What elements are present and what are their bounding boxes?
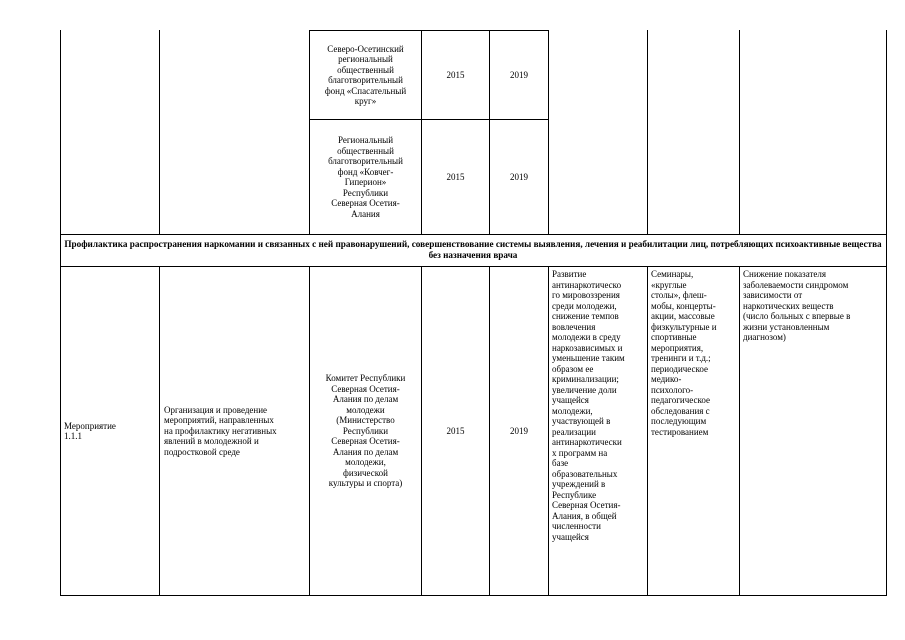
table-border [647,30,648,234]
table-border [60,266,61,595]
executor-cell: Региональный общественный благотворительный фонд «Ковчег- Гиперион» Республики Северная Осетия- Алания [328,135,403,219]
table-border [886,30,887,234]
start-year-cell: 2015 [446,425,465,436]
event-id-cell: Мероприятие 1.1.1 [64,420,116,441]
table-border [739,30,740,234]
start-year-cell: 2015 [446,69,465,80]
end-year-cell: 2019 [510,425,528,436]
table-border [739,266,740,595]
event-name-cell: Организация и проведение мероприятий, направленных на профилактику негативных явлений в молодежной и подростковой среде [164,404,277,457]
section-title: Профилактика распространения наркомании и связанных с ней правонарушений, совершенствование системы выявления, лечения и реабилитации лиц, потребляющих психоактивные вещества без назначения врача [64,239,882,260]
table-border [886,266,887,595]
table-border [548,266,549,595]
table-border [647,266,648,595]
table-border [159,30,160,234]
table-border [548,30,549,234]
executor-cell: Комитет Республики Северная Осетия- Алания по делам молодежи (Министерство Республики Северная Осетия- Алания по делам молодежи, физической культуры и спорта) [325,373,406,489]
executor-cell: Северо-Осетинский региональный общественный благотворительный фонд «Спасательный круг» [324,43,407,106]
start-year-cell: 2015 [446,171,465,182]
end-year-cell: 2019 [510,69,528,80]
table-border [60,595,887,596]
indicator-cell: Снижение показателя заболеваемости синдромом зависимости от наркотических веществ (число больных с впервые в жизни установленным диагнозом) [743,269,851,342]
end-year-cell: 2019 [510,171,528,182]
table-border [159,266,160,595]
expected-result-cell: Развитие антинаркотическо го мировоззрения среди молодежи, снижение темпов вовлечения молодежи в среду наркозависимых и уменьшение таким образом ее криминализации; увеличение доли учащейся молодежи, участвующей в реализации антинаркотически х программ на базе образовательных учреждений в Республике Северная Осетия- Алания, в общей численности учащейся [552,269,625,542]
table-border [886,234,887,266]
table-border [60,30,61,234]
activities-cell: Семинары, «круглые столы», флеш- мобы, концерты- акции, массовые физкультурные и спортивные мероприятия, тренинги и т.д.; периодическое медико- психолого- педагогическое обследования с последующим тестированием [651,269,717,437]
